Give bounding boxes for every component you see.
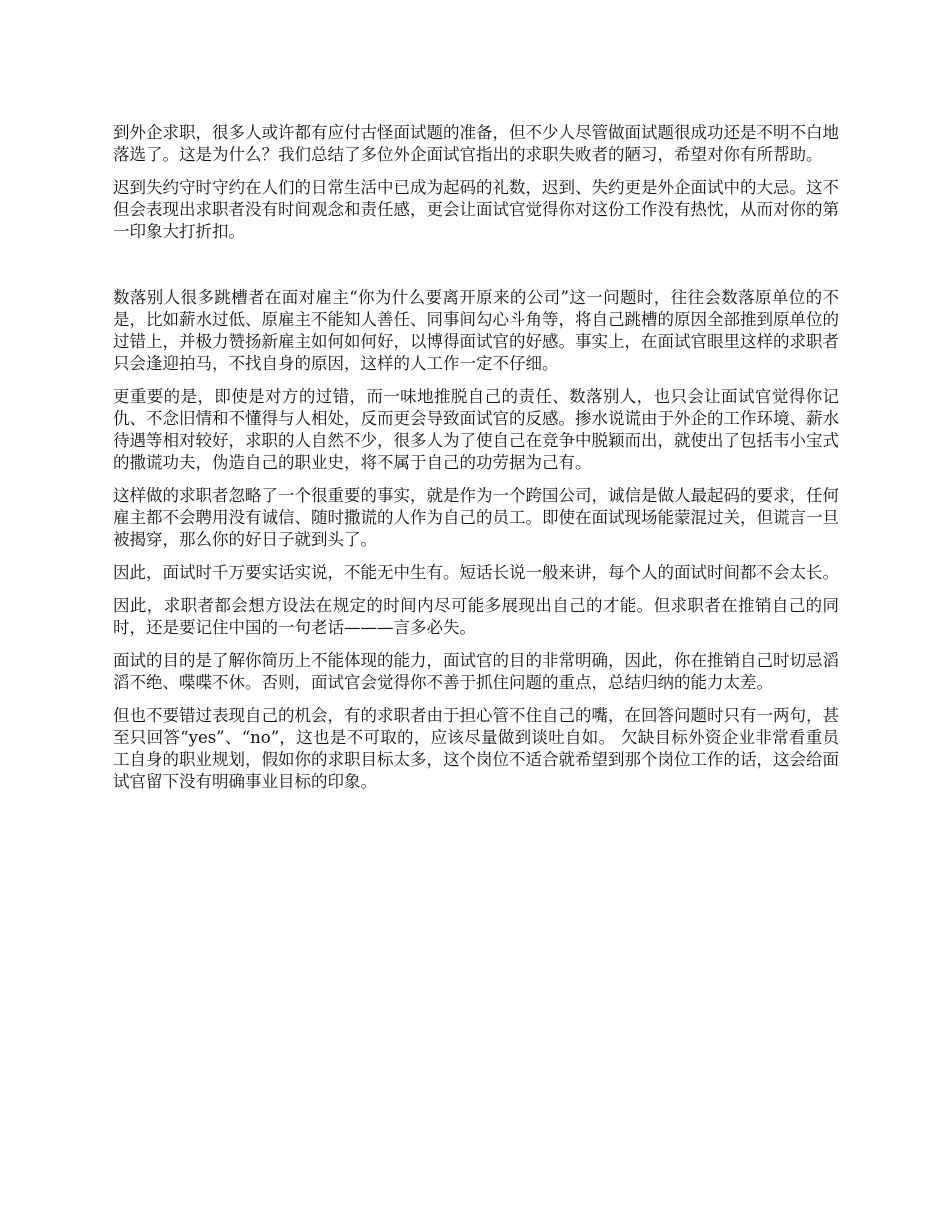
document-body <box>113 122 839 804</box>
paragraph-shirking-and-lying: 更重要的是，即使是对方的过错，而一味地推脱自己的责任、数落别人，也只会让面试官觉得你记仇、不念旧情和不懂得与人相处，反而更会导致面试官的反感。掺水说谎由于外企的工作环境、薪水待遇等相对较好，求职的人自然不少，很多人为了使自己在竞争中脱颖而出，就使出了包括韦小宝式的撒谎功夫，伪造自己的职业史，将不属于自己的功劳据为己有。 <box>113 387 839 472</box>
paragraph-intro: 到外企求职，很多人或许都有应付古怪面试题的准备，但不少人尽管做面试题很成功还是不明不白地落选了。这是为什么？我们总结了多位外企面试官指出的求职失败者的陋习，希望对你有所帮助。 <box>113 123 839 164</box>
paragraph-honesty: 这样做的求职者忽略了一个很重要的事实，就是作为一个跨国公司，诚信是做人最起码的要求，任何雇主都不会聘用没有诚信、随时撒谎的人作为自己的员工。即使在面试现场能蒙混过关，但谎言一旦被揭穿，那么你的好日子就到头了。 <box>113 486 839 549</box>
paragraph-lateness: 迟到失约守时守约在人们的日常生活中已成为起码的礼数，迟到、失约更是外企面试中的大忌。这不但会表现出求职者没有时间观念和责任感，更会让面试官觉得你对这份工作没有热忱，从而对你的第一印象大打折扣。 <box>113 178 839 241</box>
paragraph-blaming-others: 数落别人很多跳槽者在面对雇主“你为什么要离开原来的公司”这一问题时，往往会数落原单位的不是，比如薪水过低、原雇主不能知人善任、同事间勾心斗角等，将自己跳槽的原因全部推到原单位的过错上，并极力赞扬新雇主如何如何好，以博得面试官的好感。事实上，在面试官眼里这样的求职者只会逢迎拍马，不找自身的原因，这样的人工作一定不仔细。 <box>113 288 839 373</box>
paragraph-talking-too-much: 因此，求职者都会想方设法在规定的时间内尽可能多展现出自己的才能。但求职者在推销自己的同时，还是要记住中国的一句老话———言多必失。 <box>113 596 839 637</box>
paragraph-interview-purpose: 面试的目的是了解你简历上不能体现的能力，面试官的目的非常明确，因此，你在推销自己时切忌滔滔不绝、喋喋不休。否则，面试官会觉得你不善于抓住问题的重点，总结归纳的能力太差。 <box>113 651 839 692</box>
paragraph-lacking-goals: 但也不要错过表现自己的机会，有的求职者由于担心管不住自己的嘴，在回答问题时只有一两句，甚至只回答“yes”、“no”，这也是不可取的，应该尽量做到谈吐自如。 欠缺目标外资企业非常看重员工自身的职业规划，假如你的求职目标太多，这个岗位不适合就希望到那个岗位工作的话，这会给面试官留下没有明确事业目标的印象。 <box>113 706 839 791</box>
paragraph-truthfulness: 因此，面试时千万要实话实说，不能无中生有。短话长说一般来讲，每个人的面试时间都不会太长。 <box>113 563 839 582</box>
